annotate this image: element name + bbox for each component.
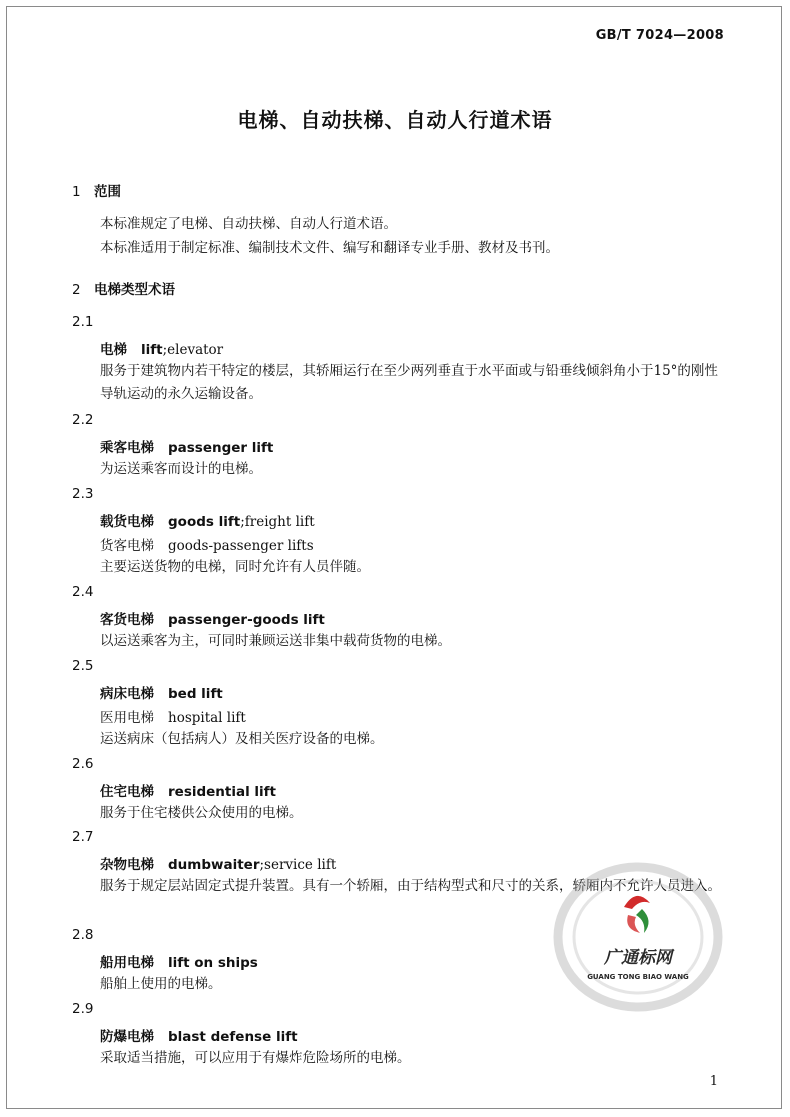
watermark-text-en: GUANG TONG BIAO WANG	[587, 973, 689, 981]
term-number: 2.8	[72, 927, 94, 943]
term-entry	[100, 608, 325, 628]
term-entry	[100, 682, 223, 702]
term-en: dumbwaiter	[168, 857, 260, 873]
term-number: 2.9	[72, 1001, 94, 1017]
term-entry	[100, 951, 258, 971]
term-number: 2.5	[72, 658, 94, 674]
synonym-zh: 医用电梯	[100, 710, 154, 726]
term-zh: 杂物电梯	[100, 857, 154, 873]
term-entry	[100, 780, 276, 800]
term-synonym	[100, 534, 314, 554]
term-zh: 防爆电梯	[100, 1029, 154, 1045]
term-en: bed lift	[168, 686, 223, 702]
term-definition: 船舶上使用的电梯。	[100, 976, 222, 992]
watermark-seal	[546, 855, 726, 1015]
term-number: 2.7	[72, 829, 94, 845]
section-1-heading	[72, 180, 121, 200]
standard-code: GB/T 7024—2008	[595, 28, 724, 43]
section-1-paragraph-2: 本标准适用于制定标准、编制技术文件、编写和翻译专业手册、教材及书刊。	[100, 240, 559, 256]
term-definition: 服务于住宅楼供公众使用的电梯。	[100, 805, 303, 821]
term-entry	[100, 1025, 298, 1045]
term-en: blast defense lift	[168, 1029, 298, 1045]
watermark-logo-swirl	[627, 915, 640, 933]
term-definition: 主要运送货物的电梯，同时允许有人员伴随。	[100, 559, 370, 575]
section-1-paragraph-1: 本标准规定了电梯、自动扶梯、自动人行道术语。	[100, 216, 397, 232]
term-number: 2.3	[72, 486, 94, 502]
term-en: goods lift	[168, 514, 241, 530]
term-number: 2.6	[72, 756, 94, 772]
term-number: 2.1	[72, 314, 94, 330]
synonym-zh: 货客电梯	[100, 538, 154, 554]
term-number: 2.4	[72, 584, 94, 600]
synonym-en: hospital lift	[168, 710, 246, 726]
term-en-alt: elevator	[167, 342, 224, 358]
term-en: passenger-goods lift	[168, 612, 325, 628]
watermark-logo-red	[624, 896, 650, 909]
term-synonym	[100, 706, 246, 726]
term-en-alt: freight lift	[244, 514, 315, 530]
term-definition: 为运送乘客而设计的电梯。	[100, 461, 262, 477]
section-number: 1	[72, 184, 81, 200]
term-en: lift	[141, 342, 163, 358]
term-en: lift on ships	[168, 955, 258, 971]
term-number: 2.2	[72, 412, 94, 428]
term-definition: 服务于建筑物内若干特定的楼层，其轿厢运行在至少两列垂直于水平面或与铅垂线倾斜角小于15°的刚性导轨运动的永久运输设备。	[100, 363, 718, 402]
term-zh: 电梯	[100, 342, 127, 358]
term-zh: 载货电梯	[100, 514, 154, 530]
term-entry: 载货电梯 goods lift;freight lift	[100, 514, 315, 530]
term-zh: 乘客电梯	[100, 440, 154, 456]
term-zh: 船用电梯	[100, 955, 154, 971]
term-en: passenger lift	[168, 440, 274, 456]
document-title: 电梯、自动扶梯、自动人行道术语	[237, 108, 553, 132]
term-zh: 住宅电梯	[100, 784, 154, 800]
term-entry: 电梯 lift;elevator	[100, 342, 224, 358]
page-number: 1	[709, 1074, 718, 1089]
section-title: 范围	[94, 184, 121, 200]
term-en-alt: service lift	[264, 857, 337, 873]
term-entry	[100, 436, 273, 456]
watermark-ring-outer	[558, 867, 718, 1007]
section-title: 电梯类型术语	[94, 282, 175, 298]
term-zh: 病床电梯	[100, 686, 154, 702]
synonym-en: goods-passenger lifts	[168, 538, 314, 554]
term-zh: 客货电梯	[100, 612, 154, 628]
section-number: 2	[72, 282, 81, 298]
watermark-logo-green	[636, 909, 649, 933]
term-definition: 运送病床（包括病人）及相关医疗设备的电梯。	[100, 731, 384, 747]
term-definition: 采取适当措施，可以应用于有爆炸危险场所的电梯。	[100, 1050, 411, 1066]
term-en: residential lift	[168, 784, 277, 800]
term-definition: 以运送乘客为主，可同时兼顾运送非集中载荷货物的电梯。	[100, 633, 451, 649]
term-definition: 服务于规定层站固定式提升装置。具有一个轿厢，由于结构型式和尺寸的关系，轿厢内不允许人员进入。	[100, 878, 721, 894]
term-entry: 杂物电梯 dumbwaiter;service lift	[100, 857, 337, 873]
section-2-heading	[72, 278, 175, 298]
watermark-text-zh: 广通标网	[604, 948, 672, 968]
